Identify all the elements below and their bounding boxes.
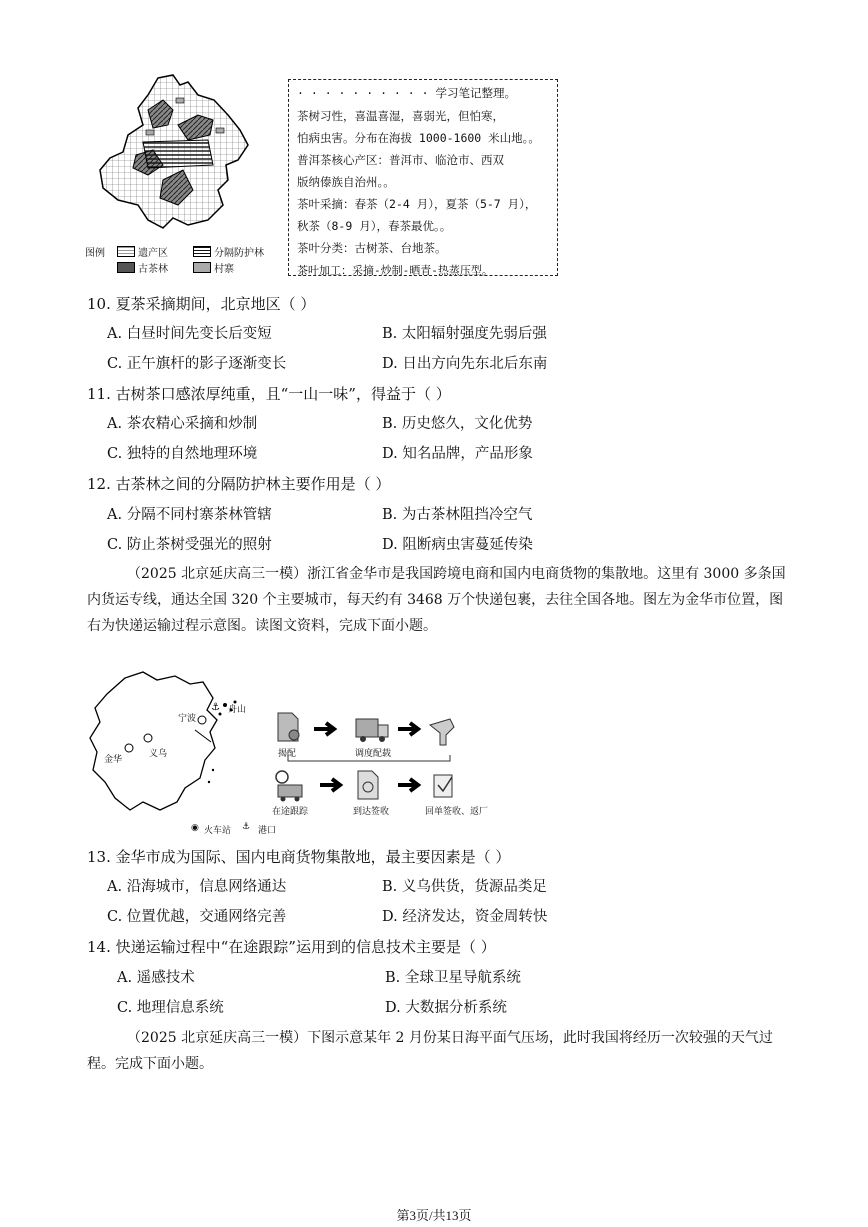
- intro-paragraph-1: （2025 北京延庆高三一模）浙江省金华市是我国跨境电商和国内电商货物的集散地。这里有 3000 多条国内货运专线，通达全国 320 个主要城市，每天约有 3468 万个快递包裹，去往全国各地。图左为金华市位置，图右为快递运输过程示意图。读图文资料，完成下面小题。: [87, 566, 786, 634]
- legend-label-village: 村寨: [214, 264, 234, 275]
- q11-option-a[interactable]: A. 茶农精心采摘和炒制: [107, 416, 258, 432]
- place-yiwu: 义乌: [149, 749, 168, 759]
- notes-line: 茶叶分类：古树茶、台地茶。: [297, 241, 447, 255]
- page-number: 第3页/共13页: [396, 1208, 472, 1223]
- q12-option-c[interactable]: C. 防止茶树受强光的照射: [107, 537, 272, 553]
- map-legend: [85, 244, 285, 280]
- q14-option-c[interactable]: C. 地理信息系统: [117, 1000, 224, 1016]
- q13-option-a[interactable]: A. 沿海城市，信息网络通达: [107, 879, 287, 895]
- notes-line: 茶叶加工：采摘-炒制-晒青-热蒸压型。: [297, 264, 493, 277]
- legend-swatch-village: [193, 262, 211, 273]
- question-13-stem: 13. 金华市成为国际、国内电商货物集散地，最主要因素是（ ）: [87, 848, 511, 866]
- q12-option-a[interactable]: A. 分隔不同村寨茶林管辖: [107, 507, 272, 523]
- notes-line: 茶树习性，喜温喜湿，喜弱光，但怕寒，: [297, 109, 504, 123]
- step-loading: 调度配载: [355, 749, 392, 759]
- step-arrival: 到达签收: [353, 807, 390, 817]
- legend-title: 图例: [85, 248, 105, 259]
- anchor-icon: ⚓: [242, 822, 251, 832]
- question-10-stem: 10. 夏茶采摘期间，北京地区（ ）: [87, 295, 316, 313]
- step-return: 回单签收、返厂: [425, 807, 489, 817]
- place-ningbo: 宁波: [178, 714, 197, 724]
- q14-option-d[interactable]: D. 大数据分析系统: [385, 1000, 507, 1016]
- place-jinhua: 金华: [104, 755, 123, 765]
- express-process-diagram: [268, 705, 508, 815]
- step-tracking: 在途跟踪: [272, 807, 309, 817]
- notes-line: 版纳傣族自治州。。: [297, 175, 395, 189]
- q11-option-d[interactable]: D. 知名品牌，产品形象: [382, 446, 533, 462]
- q10-option-a[interactable]: A. 白昼时间先变长后变短: [107, 326, 272, 342]
- q10-option-d[interactable]: D. 日出方向先东北后东南: [382, 356, 548, 372]
- train-station-icon: ◉: [191, 823, 199, 833]
- notes-title: · · · · · · · · · · 学习笔记整理。: [297, 86, 516, 100]
- legend-port: 港口: [258, 826, 277, 836]
- notes-line: 秋茶（8-9 月），春茶最优。。: [297, 219, 452, 233]
- notes-line: 普洱茶核心产区：普洱市、临沧市、西双: [297, 153, 504, 167]
- q12-option-d[interactable]: D. 阻断病虫害蔓延传染: [382, 537, 533, 553]
- step-dispatch: 揭配: [278, 749, 297, 759]
- legend-label-tea-forest: 古茶林: [138, 264, 168, 275]
- q13-option-b[interactable]: B. 义乌供货，货源品类足: [382, 879, 547, 895]
- q11-option-b[interactable]: B. 历史悠久，文化优势: [382, 416, 533, 432]
- q13-option-c[interactable]: C. 位置优越，交通网络完善: [107, 909, 287, 925]
- notes-line: 怕病虫害。分布在海拔 1000-1600 米山地。。: [297, 131, 540, 145]
- legend-label-heritage: 遗产区: [138, 248, 168, 259]
- q11-option-c[interactable]: C. 独特的自然地理环境: [107, 446, 258, 462]
- question-11-stem: 11. 古树茶口感浓厚纯重，且“一山一味”，得益于（ ）: [87, 385, 451, 403]
- tea-heritage-map: [88, 70, 283, 250]
- legend-swatch-grid: [117, 246, 135, 257]
- q14-option-b[interactable]: B. 全球卫星导航系统: [385, 970, 521, 986]
- legend-swatch-hatch: [117, 262, 135, 273]
- legend-train-station: 火车站: [204, 826, 232, 836]
- question-14-stem: 14. 快递运输过程中“在途跟踪”运用到的信息技术主要是（ ）: [87, 938, 496, 956]
- place-zhoushan: 舟山: [228, 705, 247, 715]
- q10-option-c[interactable]: C. 正午旗杆的影子逐渐变长: [107, 356, 287, 372]
- study-notes-box: [288, 79, 558, 276]
- legend-label-windbreak: 分隔防护林: [214, 248, 264, 259]
- intro-paragraph-2: （2025 北京延庆高三一模）下图示意某年 2 月份某日海平面气压场，此时我国将经历一次较强的天气过程。完成下面小题。: [87, 1030, 773, 1072]
- svg-text:⚓: ⚓: [211, 702, 220, 713]
- question-12-stem: 12. 古茶林之间的分隔防护林主要作用是（ ）: [87, 475, 391, 493]
- q12-option-b[interactable]: B. 为古茶林阻挡冷空气: [382, 507, 533, 523]
- q13-option-d[interactable]: D. 经济发达，资金周转快: [382, 909, 548, 925]
- notes-line: 茶叶采摘：春茶（2-4 月），夏茶（5-7 月），: [297, 197, 537, 211]
- zhejiang-map: [85, 670, 255, 820]
- legend-swatch-stripes: [193, 246, 211, 257]
- q14-option-a[interactable]: A. 遥感技术: [117, 970, 195, 986]
- q10-option-b[interactable]: B. 太阳辐射强度先弱后强: [382, 326, 547, 342]
